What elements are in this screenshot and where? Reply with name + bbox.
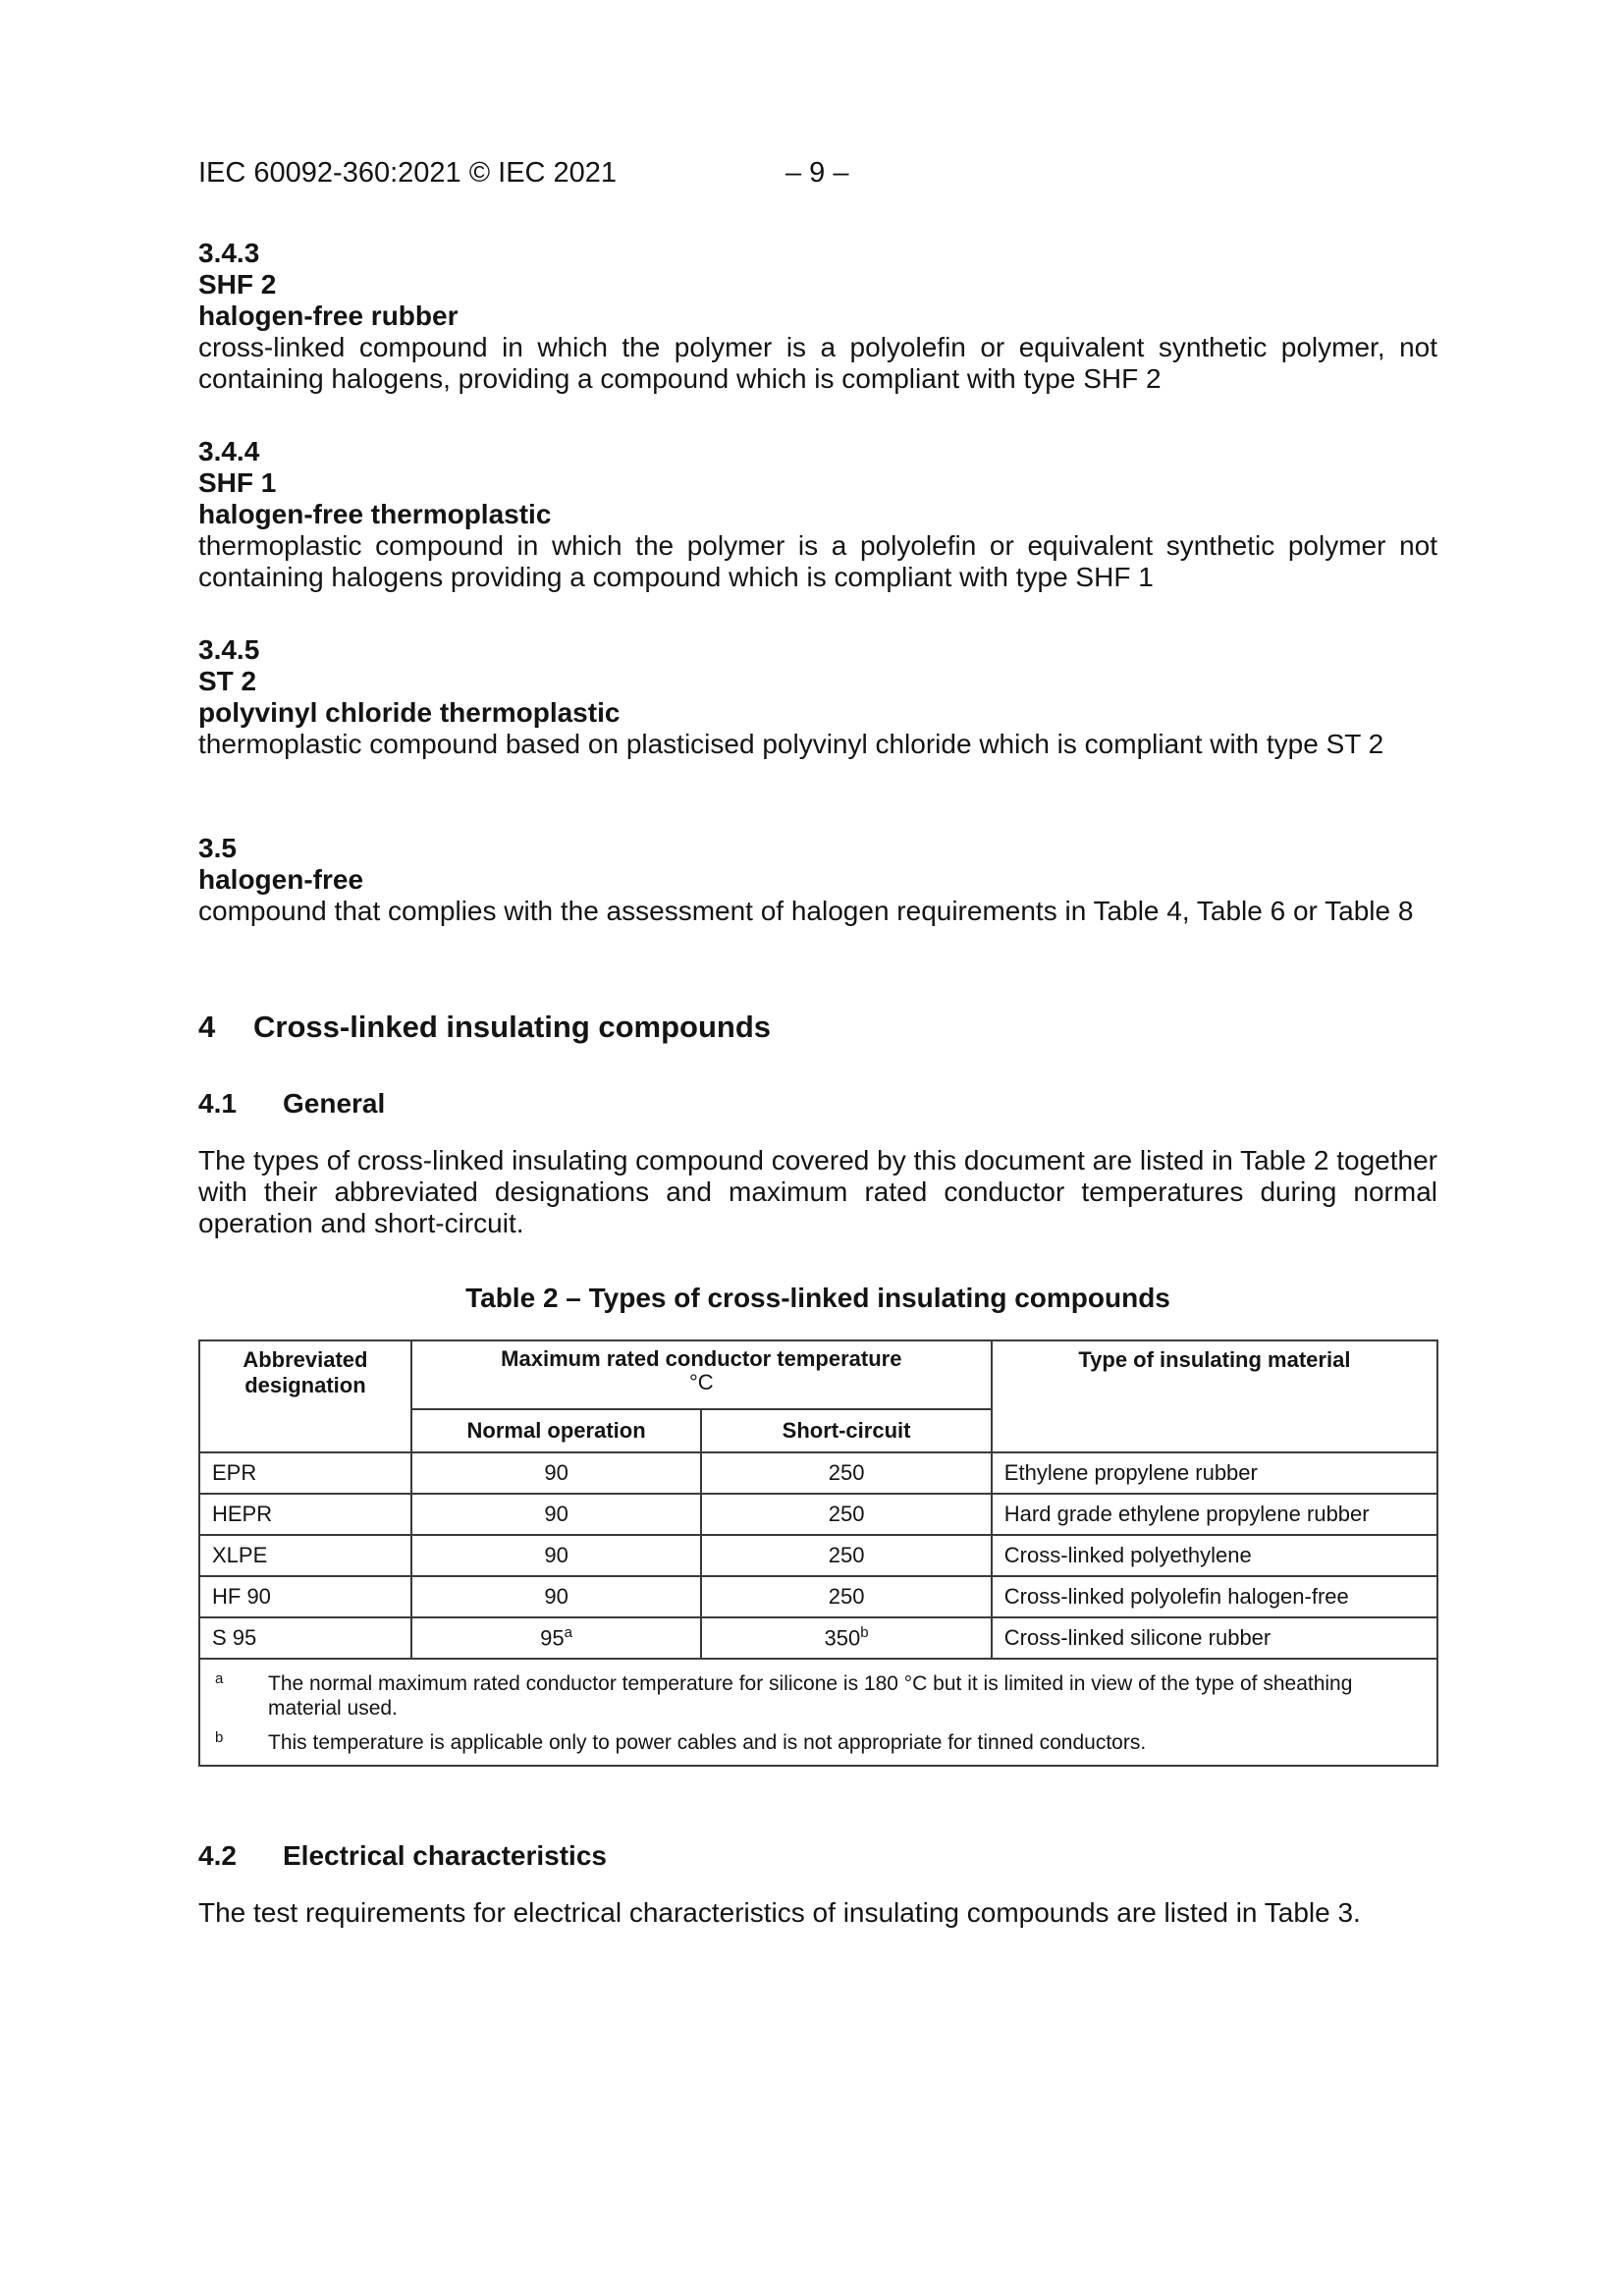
cell-short	[701, 1617, 991, 1659]
table-row	[199, 1576, 1437, 1617]
section-heading	[198, 1010, 771, 1045]
cell-designation: HF 90	[199, 1576, 411, 1617]
cell-designation: EPR	[199, 1452, 411, 1494]
term-code: SHF 1	[198, 467, 277, 498]
column-header-designation: Abbreviated designation	[199, 1340, 411, 1452]
section-number: 4	[198, 1010, 216, 1044]
table-row	[199, 1494, 1437, 1535]
table-row	[199, 1617, 1437, 1659]
cell-short: 250	[701, 1494, 991, 1535]
term-name: halogen-free	[198, 864, 364, 895]
column-header-material: Type of insulating material	[992, 1340, 1437, 1452]
term-code: SHF 2	[198, 269, 277, 300]
cell-value: 95	[540, 1625, 565, 1651]
term-name: polyvinyl chloride thermoplastic	[198, 697, 621, 728]
page-header-standard: IEC 60092-360:2021 © IEC 2021	[198, 157, 618, 189]
cell-designation: HEPR	[199, 1494, 411, 1535]
section-title: Cross-linked insulating compounds	[253, 1010, 772, 1044]
term-definition: cross-linked compound in which the polymer is a polyolefin or equivalent synthetic polymer, not containing halogens, providing a compound which is compliant with type SHF 2	[198, 332, 1437, 394]
footnote-ref: b	[860, 1624, 869, 1642]
term-number: 3.5	[198, 833, 237, 863]
footnote-text: The normal maximum rated conductor temperature for silicone is 180 °C but it is limited in view of the type of sheathing material used.	[268, 1672, 1353, 1720]
data-table	[198, 1339, 1438, 1767]
column-header-normal: Normal operation	[411, 1409, 702, 1452]
term-name: halogen-free thermoplastic	[198, 499, 552, 529]
term-definition: compound that complies with the assessment of halogen requirements in Table 4, Table 6 or Table 8	[198, 896, 1414, 926]
footnote	[212, 1730, 1425, 1755]
cell-short: 250	[701, 1576, 991, 1617]
subsection-number: 4.2	[198, 1840, 237, 1871]
footnote-mark: a	[215, 1670, 224, 1687]
cell-material: Ethylene propylene rubber	[992, 1452, 1437, 1494]
term-entry	[198, 238, 1437, 395]
subsection-title: General	[283, 1088, 386, 1119]
subsection-heading	[198, 1840, 607, 1872]
cell-designation: S 95	[199, 1617, 411, 1659]
cell-short: 250	[701, 1535, 991, 1576]
cell-normal: 90	[411, 1452, 702, 1494]
body-paragraph: The test requirements for electrical characteristics of insulating compounds are listed in Table 3.	[198, 1897, 1361, 1928]
cell-designation: XLPE	[199, 1535, 411, 1576]
footnote	[212, 1671, 1425, 1721]
term-entry	[198, 634, 1437, 760]
term-number: 3.4.3	[198, 238, 260, 268]
cell-normal: 90	[411, 1494, 702, 1535]
cell-normal: 90	[411, 1576, 702, 1617]
page-number: – 9 –	[785, 157, 849, 189]
subsection-title: Electrical characteristics	[283, 1840, 607, 1871]
cell-normal: 90	[411, 1535, 702, 1576]
table-row	[199, 1452, 1437, 1494]
term-definition: thermoplastic compound based on plasticised polyvinyl chloride which is compliant with type ST 2	[198, 729, 1384, 759]
subsection-number: 4.1	[198, 1088, 237, 1119]
body-paragraph: The types of cross-linked insulating compound covered by this document are listed in Table 2 together with their abbreviated designations and maximum rated conductor temperatures during normal operation and short-circuit.	[198, 1145, 1437, 1238]
footnote-ref: a	[564, 1624, 572, 1642]
cell-material: Hard grade ethylene propylene rubber	[992, 1494, 1437, 1535]
column-header-short: Short-circuit	[701, 1409, 991, 1452]
footnote-mark: b	[215, 1729, 224, 1746]
cell-material: Cross-linked polyolefin halogen-free	[992, 1576, 1437, 1617]
cell-material: Cross-linked polyethylene	[992, 1535, 1437, 1576]
temperature-header-label: Maximum rated conductor temperature	[501, 1346, 902, 1371]
table-footnotes	[199, 1659, 1437, 1766]
temperature-unit: °C	[688, 1370, 714, 1394]
table-row	[199, 1535, 1437, 1576]
footnote-text: This temperature is applicable only to power cables and is not appropriate for tinned conductors.	[268, 1731, 1147, 1754]
table-caption: Table 2 – Types of cross-linked insulating compounds	[465, 1283, 1170, 1313]
column-header-temperature	[411, 1340, 992, 1409]
term-number: 3.4.5	[198, 634, 260, 665]
cell-normal	[411, 1617, 702, 1659]
term-definition: thermoplastic compound in which the polymer is a polyolefin or equivalent synthetic polymer not containing halogens providing a compound which is compliant with type SHF 1	[198, 530, 1437, 592]
cell-short: 250	[701, 1452, 991, 1494]
term-entry	[198, 436, 1437, 593]
cell-material: Cross-linked silicone rubber	[992, 1617, 1437, 1659]
term-code: ST 2	[198, 666, 257, 696]
term-entry	[198, 833, 1437, 927]
cell-value: 350	[824, 1625, 861, 1651]
subsection-heading	[198, 1088, 385, 1120]
term-number: 3.4.4	[198, 436, 260, 466]
term-name: halogen-free rubber	[198, 301, 459, 331]
